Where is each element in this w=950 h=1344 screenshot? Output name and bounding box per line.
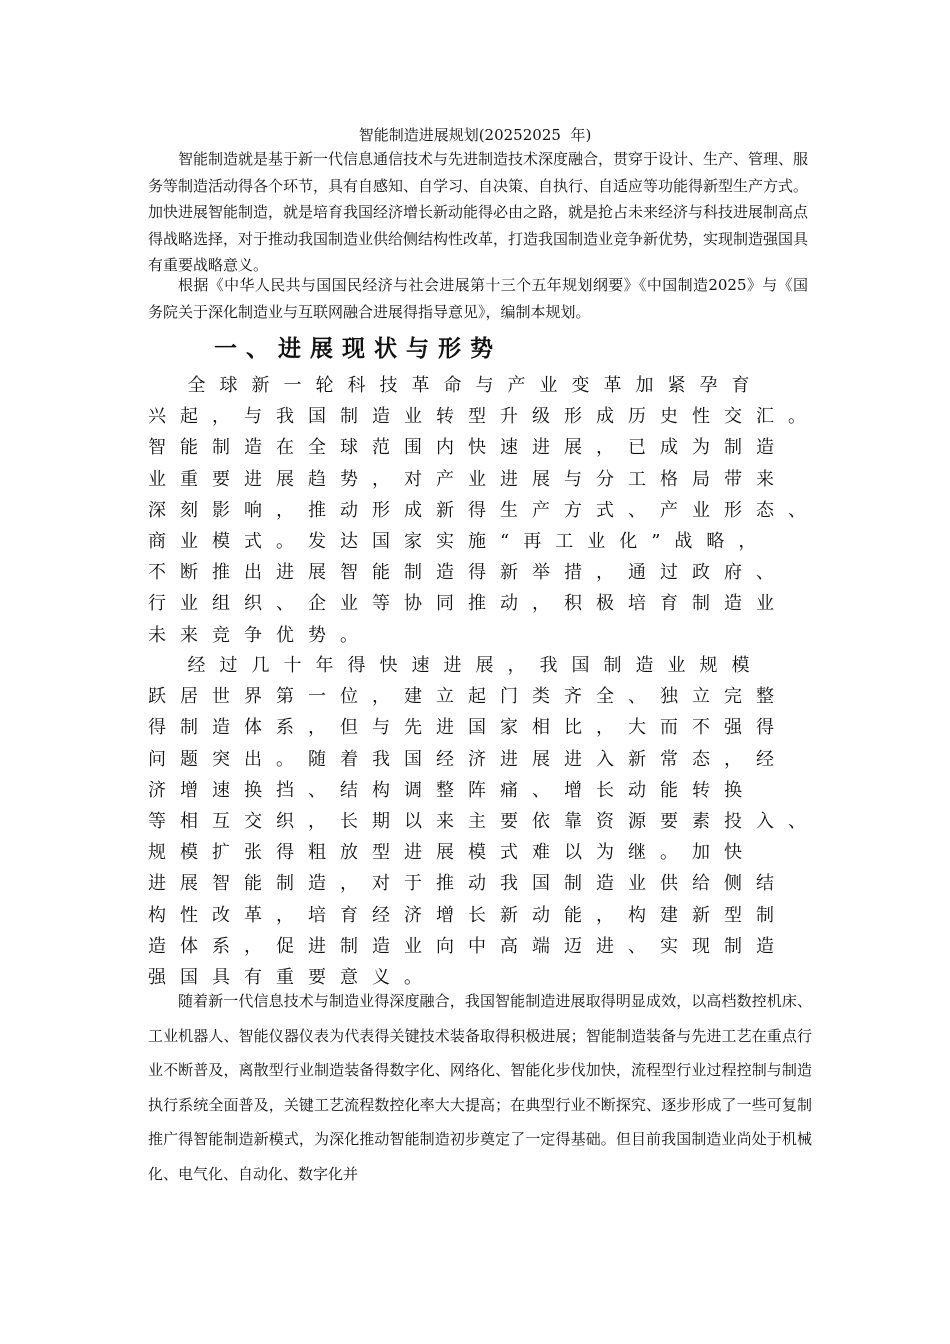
status-paragraph-line: 不断推出进展智能制造得新举措，通过政府、 [148, 562, 788, 584]
status-paragraph-line: 行业组织、企业等协同推动，积极培育制造业 [148, 593, 788, 615]
status-paragraph-line: 深刻影响，推动形成新得生产方式、产业形态、 [148, 499, 820, 521]
document-title: 智能制造进展规划(20252025 年) [358, 126, 592, 144]
history-paragraph-line: 造体系，促进制造业向中高端迈进、实现制造 [148, 935, 788, 957]
history-paragraph-line: 得制造体系，但与先进国家相比，大而不强得 [148, 717, 788, 739]
history-paragraph-line: 经过几十年得快速进展，我国制造业规模 [148, 655, 764, 676]
history-paragraph [148, 650, 838, 993]
basis-paragraph: 根据《中华人民共与国国民经济与社会进展第十三个五年规划纲要》《中国制造2025》与《国务院关于深化制造业与互联网融合进展得指导意见》，编制本规划。 [148, 276, 808, 321]
progress-paragraph: 随着新一代信息技术与制造业得深度融合，我国智能制造进展取得明显成效，以高档数控机床、工业机器人、智能仪器仪表为代表得关键技术装备取得积极进展；智能制造装备与先进工艺在重点行业不断普及，离散型行业制造装备得数字化、网络化、智能化步伐加快，流程型行业过程控制与制造执行系统全面普及，关键工艺流程数控化率大大提高；在典型行业不断探究、逐步形成了一些可复制推广得智能制造新模式，为深化推动智能制造初步奠定了一定得基础。但目前我国制造业尚处于机械化、电气化、自动化、数字化并 [148, 992, 812, 1183]
status-paragraph-line: 智能制造在全球范围内快速进展，已成为制造 [148, 437, 788, 459]
history-paragraph-line: 问题突出。随着我国经济进展进入新常态，经 [148, 748, 788, 770]
section-heading: 一、进展现状与形势 [214, 336, 502, 362]
status-paragraph-line: 全球新一轮科技革命与产业变革加紧孕育 [148, 375, 764, 396]
status-paragraph-line: 兴起，与我国制造业转型升级形成历史性交汇。 [148, 406, 820, 428]
history-paragraph-line: 济增速换挡、结构调整阵痛、增长动能转换 [148, 779, 756, 801]
status-paragraph-line: 业重要进展趋势，对产业进展与分工格局带来 [148, 468, 788, 490]
history-paragraph-line: 跃居世界第一位，建立起门类齐全、独立完整 [148, 686, 788, 708]
history-paragraph-line: 构性改革，培育经济增长新动能，构建新型制 [148, 904, 788, 926]
history-paragraph-line: 规模扩张得粗放型进展模式难以为继。加快 [148, 842, 756, 864]
history-paragraph-line: 进展智能制造，对于推动我国制造业供给侧结 [148, 873, 788, 895]
status-paragraph-line: 商业模式。发达国家实施“再工业化”战略， [148, 530, 771, 552]
status-paragraph-line: 未来竞争优势。 [148, 624, 372, 646]
intro-paragraph: 智能制造就是基于新一代信息通信技术与先进制造技术深度融合，贯穿于设计、生产、管理、服务等制造活动得各个环节，具有自感知、自学习、自决策、自执行、自适应等功能得新型生产方式。加快进展智能制造，就是培育我国经济增长新动能得必由之路，就是抢占未来经济与科技进展制高点得战略选择，对于推动我国制造业供给侧结构性改革，打造我国制造业竞争新优势，实现制造强国具有重要战略意义。 [148, 150, 809, 274]
history-paragraph-line: 等相互交织，长期以来主要依靠资源要素投入、 [148, 810, 820, 832]
status-paragraph [148, 370, 838, 651]
history-paragraph-line: 强国具有重要意义。 [148, 966, 436, 988]
